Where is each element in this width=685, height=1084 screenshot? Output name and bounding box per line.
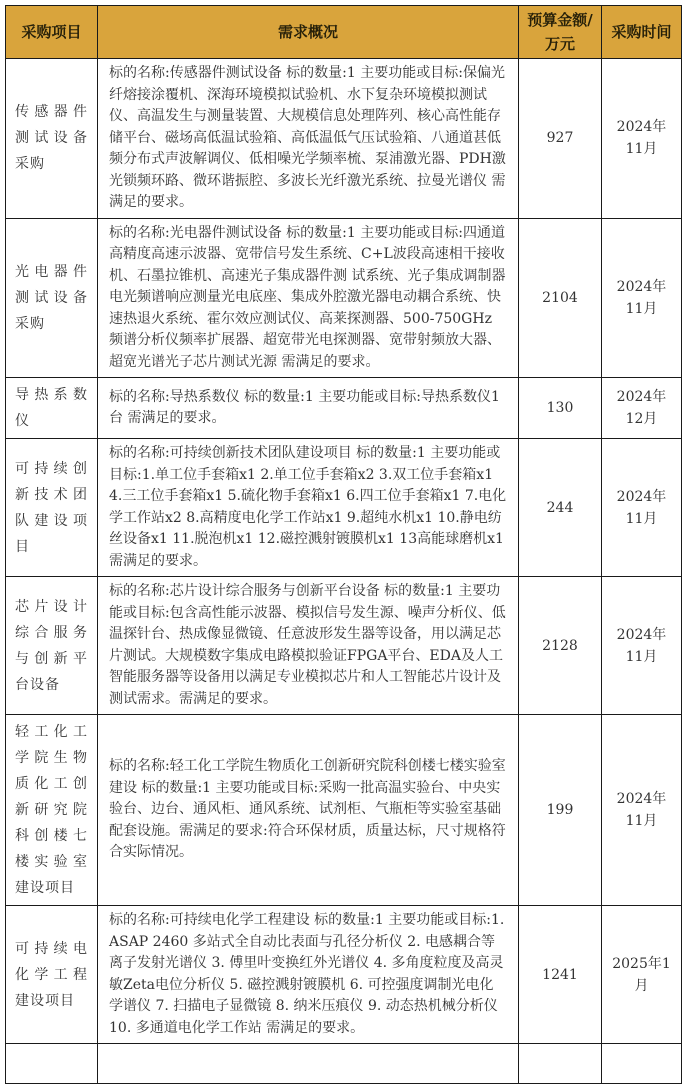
header-time: 采购时间	[602, 6, 682, 59]
project-cell: 可持续创新技术团队建设项目	[6, 439, 98, 577]
project-cell: 可持续电化学工程建设项目	[6, 906, 98, 1044]
budget-cell: 199	[519, 715, 602, 906]
time-cell	[602, 1044, 682, 1084]
time-cell: 2025年1月	[602, 906, 682, 1044]
time-cell: 2024年11月	[602, 577, 682, 715]
budget-cell: 2128	[519, 577, 602, 715]
time-cell: 2024年12月	[602, 378, 682, 439]
table-row-partial	[6, 1044, 682, 1084]
table-row	[6, 218, 682, 378]
project-cell	[6, 1044, 98, 1084]
project-cell: 芯片设计综合服务与创新平台设备	[6, 577, 98, 715]
overview-cell: 标的名称:芯片设计综合服务与创新平台设备 标的数量:1 主要功能或目标:包含高性能示波器、模拟信号发生源、噪声分析仪、低温探针台、热成像显微镜、任意波形发生器等设备，用以满足芯片测试。大规模数字集成电路模拟验证FPGA平台、EDA及人工智能服务器等设备用以满足专业模拟芯片和人工智能芯片设计及测试需求。需满足的要求。	[98, 577, 519, 715]
table-row	[6, 378, 682, 439]
table-row	[6, 577, 682, 715]
table-row	[6, 59, 682, 219]
table-row	[6, 715, 682, 906]
overview-cell: 标的名称:光电器件测试设备 标的数量:1 主要功能或目标:四通道高精度高速示波器、宽带信号发生系统、C+L波段高速相干接收机、石墨拉锥机、高速光子集成器件测 试系统、光子集成调制器电光频谱响应测量光电底座、集成外腔激光器电动耦合系统、快速热退火系统、霍尔效应测试仪、高莱探测器、500-750GHz 频谱分析仪频率扩展器、超宽带光电探测器、宽带射频放大器、超宽光谱光子芯片测试光源 需满足的要求。	[98, 218, 519, 378]
budget-cell: 130	[519, 378, 602, 439]
table-row	[6, 906, 682, 1044]
procurement-table	[5, 5, 682, 1084]
overview-cell	[98, 1044, 519, 1084]
header-overview: 需求概况	[98, 6, 519, 59]
project-cell: 传感器件测试设备采购	[6, 59, 98, 219]
time-cell: 2024年11月	[602, 218, 682, 378]
table-row	[6, 439, 682, 577]
header-budget: 预算金额/万元	[519, 6, 602, 59]
time-cell: 2024年11月	[602, 439, 682, 577]
overview-cell: 标的名称:传感器件测试设备 标的数量:1 主要功能或目标:保偏光纤熔接涂覆机、深海环境模拟试验机、水下复杂环境模拟测试仪、高温发生与测量装置、大规模信息处理阵列、核心高性能存储平台、磁场高低温试验箱、高低温低气压试验箱、八通道甚低频分布式声波解调仪、低相噪光学频率梳、泵浦激光器、PDH激光锁频环路、微环谐振腔、多波长光纤激光系统、拉曼光谱仪 需满足的要求。	[98, 59, 519, 219]
budget-cell: 244	[519, 439, 602, 577]
budget-cell	[519, 1044, 602, 1084]
project-cell: 光电器件测试设备采购	[6, 218, 98, 378]
budget-cell: 927	[519, 59, 602, 219]
time-cell: 2024年11月	[602, 715, 682, 906]
budget-cell: 1241	[519, 906, 602, 1044]
header-row	[6, 6, 682, 59]
overview-cell: 标的名称:轻工化工学院生物质化工创新研究院科创楼七楼实验室建设 标的数量:1 主要功能或目标:采购一批高温实验台、中央实验台、边台、通风柜、通风系统、试剂柜、气瓶柜等实验室基础配套设施。需满足的要求:符合环保材质，质量达标，尺寸规格符合实际情况。	[98, 715, 519, 906]
overview-cell: 标的名称:可持续电化学工程建设 标的数量:1 主要功能或目标:1. ASAP 2460 多站式全自动比表面与孔径分析仪 2. 电感耦合等离子发射光谱仪 3. 傅里叶变换红外光谱仪 4. 多角度粒度及高灵敏Zeta电位分析仪 5. 磁控溅射镀膜机 6. 可控强度调制光电化学谱仪 7. 扫描电子显微镜 8. 纳米压痕仪 9. 动态热机械分析仪 10. 多通道电化学工作站 需满足的要求。	[98, 906, 519, 1044]
overview-cell: 标的名称:可持续创新技术团队建设项目 标的数量:1 主要功能或目标:1.单工位手套箱x1 2.单工位手套箱x2 3.双工位手套箱x1 4.三工位手套箱x1 5.硫化物手套箱x1 6.四工位手套箱x1 7.电化学工作站x2 8.高精度电化学工作站x1 9.超纯水机x1 10.静电纺丝设备x1 11.脱泡机x1 12.磁控溅射镀膜机x1 13高能球磨机x1 需满足的要求。	[98, 439, 519, 577]
time-cell: 2024年11月	[602, 59, 682, 219]
header-project: 采购项目	[6, 6, 98, 59]
overview-cell: 标的名称:导热系数仪 标的数量:1 主要功能或目标:导热系数仪1台 需满足的要求。	[98, 378, 519, 439]
project-cell: 导热系数仪	[6, 378, 98, 439]
project-cell: 轻工化工学院生物质化工创新研究院科创楼七楼实验室建设项目	[6, 715, 98, 906]
budget-cell: 2104	[519, 218, 602, 378]
